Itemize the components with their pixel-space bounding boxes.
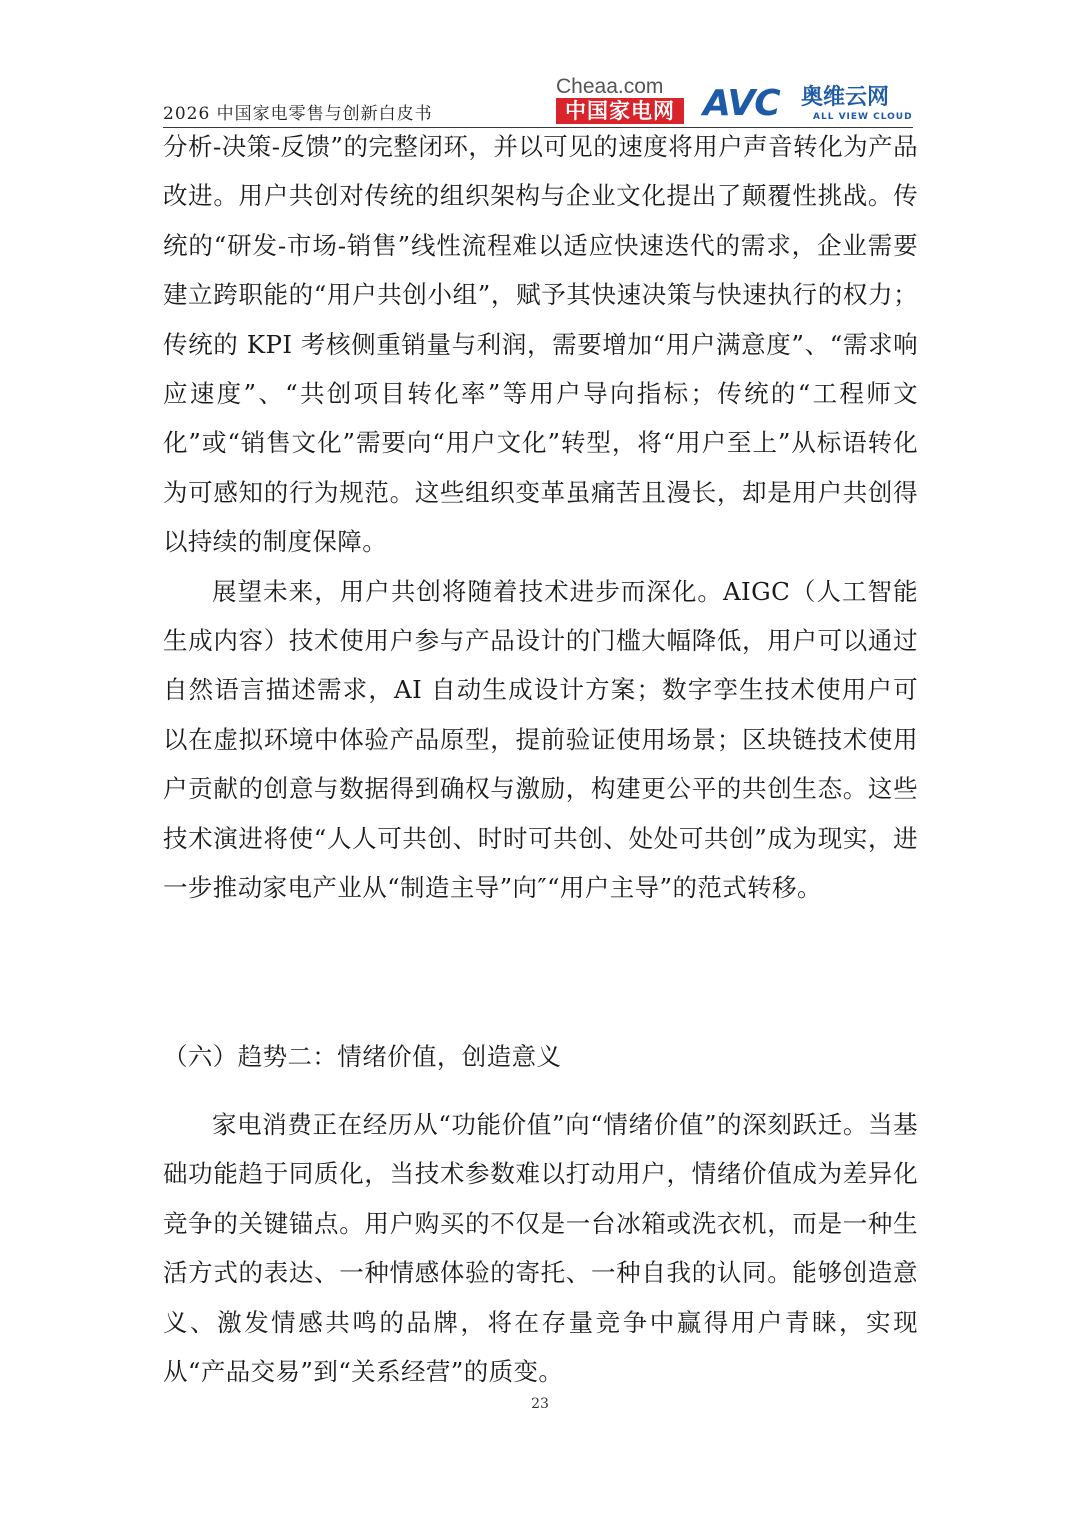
body-paragraph-1: 分析-决策-反馈”的完整闭环，并以可见的速度将用户声音转化为产品改进。用户共创对传统的组织架构与企业文化提出了颠覆性挑战。传统的“研发-市场-销售”线性流程难以适应快速迭代的需求，企业需要建立跨职能的“用户共创小组”，赋予其快速决策与快速执行的权力；传统的 KPI 考核侧重销量与利润，需要增加“用户满意度”、“需求响应速度”、“共创项目转化率”等用户导向指标；传统的“工程师文化”或“销售文化”需要向“用户文化”转型，将“用户至上”从标语转化为可感知的行为规范。这些组织变革虽痛苦且漫长，却是用户共创得以持续的制度保障。 bbox=[163, 132, 918, 557]
avc-logo-cn-name: 奥维云网 bbox=[801, 85, 890, 110]
section-content bbox=[163, 1100, 918, 1396]
avc-logo-mark: AVC bbox=[703, 83, 780, 124]
document-title: 2026 中国家电零售与创新白皮书 bbox=[163, 104, 433, 124]
body-paragraph-3: 家电消费正在经历从“功能价值”向“情绪价值”的深刻跃迁。当基础功能趋于同质化，当技术参数难以打动用户，情绪价值成为差异化竞争的关键锚点。用户购买的不仅是一台冰箱或洗衣机，而是一种生活方式的表达、一种情感体验的寄托、一种自我的认同。能够创造意义、激发情感共鸣的品牌，将在存量竞争中赢得用户青睐，实现从“产品交易”到“关系经营”的质变。 bbox=[163, 1110, 918, 1387]
section-heading: （六）趋势二：情绪价值，创造意义 bbox=[163, 1042, 562, 1071]
main-content bbox=[163, 122, 918, 913]
page-number: 23 bbox=[531, 1396, 549, 1412]
page-header bbox=[0, 0, 1080, 130]
cheaa-logo-name: 中国家电网 bbox=[556, 98, 684, 124]
cheaa-logo bbox=[556, 76, 686, 124]
body-paragraph-2: 展望未来，用户共创将随着技术进步而深化。AIGC（人工智能生成内容）技术使用户参与产品设计的门槛大幅降低，用户可以通过自然语言描述需求，AI 自动生成设计方案；数字孪生技术使用户可以在虚拟环境中体验产品原型，提前验证使用场景；区块链技术使用户贡献的创意与数据得到确权与激励，构建更公平的共创生态。这些技术演进将使“人人可共创、时时可共创、处处可共创”成为现实，进一步推动家电产业从“制造主导”向″“用户主导”的范式转移。 bbox=[163, 576, 918, 903]
cheaa-logo-url: Cheaa.com bbox=[556, 75, 664, 98]
avc-logo-en-name: ALL VIEW CLOUD bbox=[813, 112, 913, 122]
